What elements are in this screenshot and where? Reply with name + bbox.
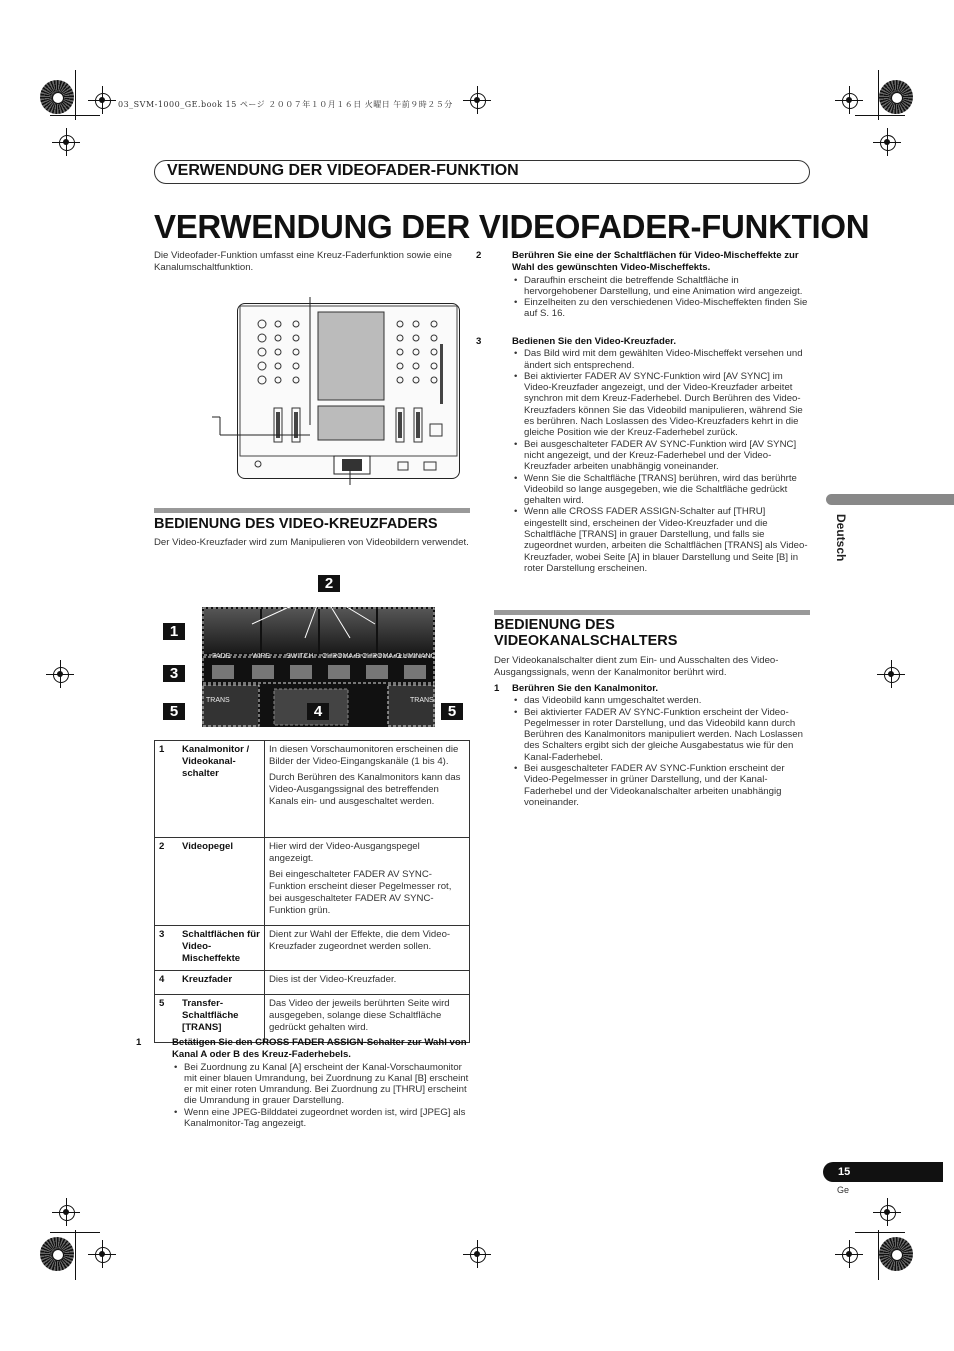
effect-buttons-row — [202, 653, 435, 663]
list-item: • Wenn alle CROSS FADER ASSIGN-Schalter auf [THRU] eingestellt sind, erscheinen der Video-Kreuzfader und die Schaltfläche [TRANS] in grauer Darstellung, und falls sie zugeordnet wurden, arbeiten die Schaltflächen [TRANS] als Video-Kreuzfader, wobei Seite [A] in blauer Darstellung und Seite [B] in roter Darstellung erscheinen. — [524, 506, 810, 574]
page-number-badge — [823, 1162, 943, 1182]
table-row — [155, 741, 470, 838]
crosshair-mark — [52, 1198, 80, 1226]
crosshair-mark — [463, 86, 491, 114]
row-description: Das Video der jeweils berührten Seite wird ausgegeben, solange diese Schaltfläche gedrückt gehalten wird. — [265, 995, 470, 1043]
row-description: Dies ist der Video-Kreuzfader. — [265, 971, 470, 995]
crossfader-section-intro: Der Video-Kreuzfader wird zum Manipulieren von Videobildern verwendet. — [154, 537, 469, 548]
trans-button-right[interactable]: TRANS — [410, 697, 434, 704]
list-item: • Bei ausgeschalteter FADER AV SYNC-Funktion erscheint der Video-Pegelmesser in grüner Darstellung, und der Kanal-Faderhebel und der Videokanalschalter arbeiten unabhängig voneinander. — [524, 763, 810, 808]
crosshair-mark — [88, 86, 116, 114]
list-item: • Das Bild wird mit dem gewählten Video-Mischeffekt versehen und ändert sich entsprechend. — [524, 348, 810, 371]
effect-button-switch[interactable]: SWITCH — [286, 653, 314, 660]
page-title: VERWENDUNG DER VIDEOFADER-FUNKTION — [154, 208, 870, 245]
trans-button-left[interactable]: TRANS — [206, 697, 230, 704]
step-heading: 2 Berühren Sie eine der Schaltflächen für Video-Mischeffekte zur Wahl des gewünschten Video-Mischeffekts. — [476, 250, 799, 274]
callout-3: 3 — [163, 665, 185, 682]
callout-4: 4 — [307, 703, 329, 720]
row-number: 1 — [155, 741, 177, 838]
section-banner — [154, 160, 810, 184]
page-number: 15 — [838, 1166, 851, 1178]
list-item: • Daraufhin erscheint die betreffende Schaltfläche in hervorgehobener Darstellung, und eine Animation wird angezeigt. — [524, 275, 810, 298]
crop-line — [855, 115, 905, 116]
step-3-bullets — [494, 348, 810, 574]
channel-section-title — [494, 617, 677, 649]
component-table — [154, 740, 470, 1043]
step-2-bullets — [494, 275, 810, 320]
step-heading: 1 Berühren Sie den Kanalmonitor. — [494, 683, 659, 694]
row-term: Videopegel — [176, 838, 265, 926]
crosshair-mark — [877, 660, 905, 688]
list-item: • Einzelheiten zu den verschiedenen Video-Mischeffekten finden Sie auf S. 16. — [524, 297, 810, 320]
table-row — [155, 926, 470, 971]
row-term: Kreuzfader — [176, 971, 265, 995]
crosshair-mark — [873, 128, 901, 156]
row-term: Transfer-Schaltfläche [TRANS] — [176, 995, 265, 1043]
screen-leader-lines — [250, 590, 380, 650]
crosshair-mark — [835, 86, 863, 114]
section-banner-label: VERWENDUNG DER VIDEOFADER-FUNKTION — [167, 162, 519, 179]
effect-button-luminance[interactable]: LUMINANC — [399, 653, 436, 660]
list-item: • das Videobild kann umgeschaltet werden. — [524, 695, 810, 706]
effect-button-wipe[interactable]: WIPE — [252, 653, 270, 660]
crop-line — [75, 70, 76, 120]
channel-step-1 — [494, 683, 810, 808]
callout-5-left: 5 — [163, 703, 185, 720]
right-step-3 — [476, 336, 810, 574]
language-tab-label: Deutsch — [834, 514, 848, 562]
registration-disc — [40, 1237, 74, 1271]
row-number: 3 — [155, 926, 177, 971]
crosshair-mark — [835, 1240, 863, 1268]
section-divider — [494, 610, 810, 615]
crop-line — [855, 1232, 905, 1233]
channel-section-title-line2: VIDEOKANALSCHALTERS — [494, 633, 678, 649]
effect-button-chroma-g[interactable]: CHROMA-G — [362, 653, 401, 660]
list-item: • Bei Zuordnung zu Kanal [A] erscheint der Kanal-Vorschaumonitor mit einer blauen Umrandung, bei Zuordnung zu Kanal [B] erscheint er mit einer roten Umrandung. Bei Zuordnung zu [THRU] erscheint die Umrandung in grauer Darstellung. — [184, 1062, 470, 1107]
effect-button-chroma-b[interactable]: CHROMA-B — [322, 653, 361, 660]
crossfader-section-title: BEDIENUNG DES VIDEO-KREUZFADERS — [154, 516, 438, 532]
callout-5-right: 5 — [441, 703, 463, 720]
row-term: Kanalmonitor / Videokanal-schalter — [176, 741, 265, 838]
row-description: Hier wird der Video-Ausgangspegel angezeigt. Bei eingeschalteter FADER AV SYNC-Funktion erscheint dieser Pegelmesser rot, bei ausgeschalteter FADER AV SYNC-Funktion grün. — [265, 838, 470, 926]
callout-1: 1 — [163, 623, 185, 640]
channel-section-intro: Der Videokanalschalter dient zum Ein- und Ausschalten des Video-Ausgangssignals, wenn der Kanalmonitor berührt wird. — [494, 655, 779, 678]
registration-disc — [879, 80, 913, 114]
crop-line — [50, 1232, 100, 1233]
row-number: 4 — [155, 971, 177, 995]
step-heading: 1 Betätigen Sie den CROSS FADER ASSIGN-Schalter zur Wahl von Kanal A oder B des Kreuz-Faderhebels. — [136, 1037, 467, 1061]
step-heading: 3 Bedienen Sie den Video-Kreuzfader. — [476, 336, 677, 347]
channel-section-title-line1: BEDIENUNG DES — [494, 617, 615, 633]
intro-text: Die Videofader-Funktion umfasst eine Kreuz-Faderfunktion sowie eine Kanalumschaltfunktion. — [154, 250, 452, 273]
list-item: • Bei aktivierter FADER AV SYNC-Funktion erscheint der Video-Pegelmesser in roter Darstellung, und das Videobild kann durch Berühren des Kanalmonitors manipuliert werden. Nach Loslassen des Schalters ergibt sich der gleiche Ausgabestatus wie für den Kanal-Faderhebel. — [524, 707, 810, 763]
table-row — [155, 838, 470, 926]
section-divider — [154, 508, 470, 513]
crosshair-mark — [873, 1198, 901, 1226]
page-language: Ge — [837, 1185, 850, 1195]
crop-line — [50, 115, 100, 116]
effect-button-fade[interactable]: FADE — [212, 653, 231, 660]
diagram-leader-lines — [210, 295, 470, 495]
left-step-1 — [136, 1037, 470, 1130]
crosshair-mark — [88, 1240, 116, 1268]
list-item: • Bei aktivierter FADER AV SYNC-Funktion wird [AV SYNC] im Video-Kreuzfader angezeigt, und der Video-Kreuzfader arbeitet synchron mit dem Kreuz-Faderhebel. Durch Berühren des Video-Kreuzfaders können Sie das Videobild manipulieren, während Sie es berühren. Nach Loslassen des Video-Kreuzfaders kehrt in die gleiche Position wie der Kreuz-Faderhebel zurück. — [524, 371, 810, 439]
crosshair-mark — [46, 660, 74, 688]
registration-disc — [40, 80, 74, 114]
row-description: Dient zur Wahl der Effekte, die dem Video-Kreuzfader zugeordnet werden sollen. — [265, 926, 470, 971]
step-1-bullets — [154, 1062, 470, 1130]
table-row — [155, 971, 470, 995]
crop-line — [878, 1230, 879, 1280]
language-tab-bar — [826, 494, 954, 505]
registration-disc — [879, 1237, 913, 1271]
row-number: 2 — [155, 838, 177, 926]
list-item: • Wenn Sie die Schaltfläche [TRANS] berühren, wird das berührte Videobild so lange ausgegeben, wie die Schaltfläche gedrückt gehalten wird. — [524, 473, 810, 507]
list-item: • Wenn eine JPEG-Bilddatei zugeordnet worden ist, wird [JPEG] als Kanalmonitor-Tag angezeigt. — [184, 1107, 470, 1130]
callout-2: 2 — [318, 575, 340, 592]
crop-line — [878, 70, 879, 120]
right-step-2 — [476, 250, 810, 320]
channel-step-bullets — [494, 695, 810, 808]
crop-line — [75, 1230, 76, 1280]
list-item: • Bei ausgeschalteter FADER AV SYNC-Funktion wird [AV SYNC] nicht angezeigt, und der Kreuz-Faderhebel und der Video-Kreuzfader arbeiten unabhängig voneinander. — [524, 439, 810, 473]
crosshair-mark — [52, 128, 80, 156]
row-number: 5 — [155, 995, 177, 1043]
row-description: In diesen Vorschaumonitoren erscheinen die Bilder der Video-Eingangskanäle (1 bis 4). Durch Berühren des Kanalmonitors kann das Video-Ausgangssignal des betreffenden Kanals ein- und ausgeschaltet werden. — [265, 741, 470, 838]
crosshair-mark — [463, 1240, 491, 1268]
row-term: Schaltflächen für Video-Mischeffekte — [176, 926, 265, 971]
print-header: 03_SVM-1000_GE.book 15 ページ ２００７年１０月１６日 火曜日 午前９時２５分 — [118, 100, 453, 109]
table-row — [155, 995, 470, 1043]
